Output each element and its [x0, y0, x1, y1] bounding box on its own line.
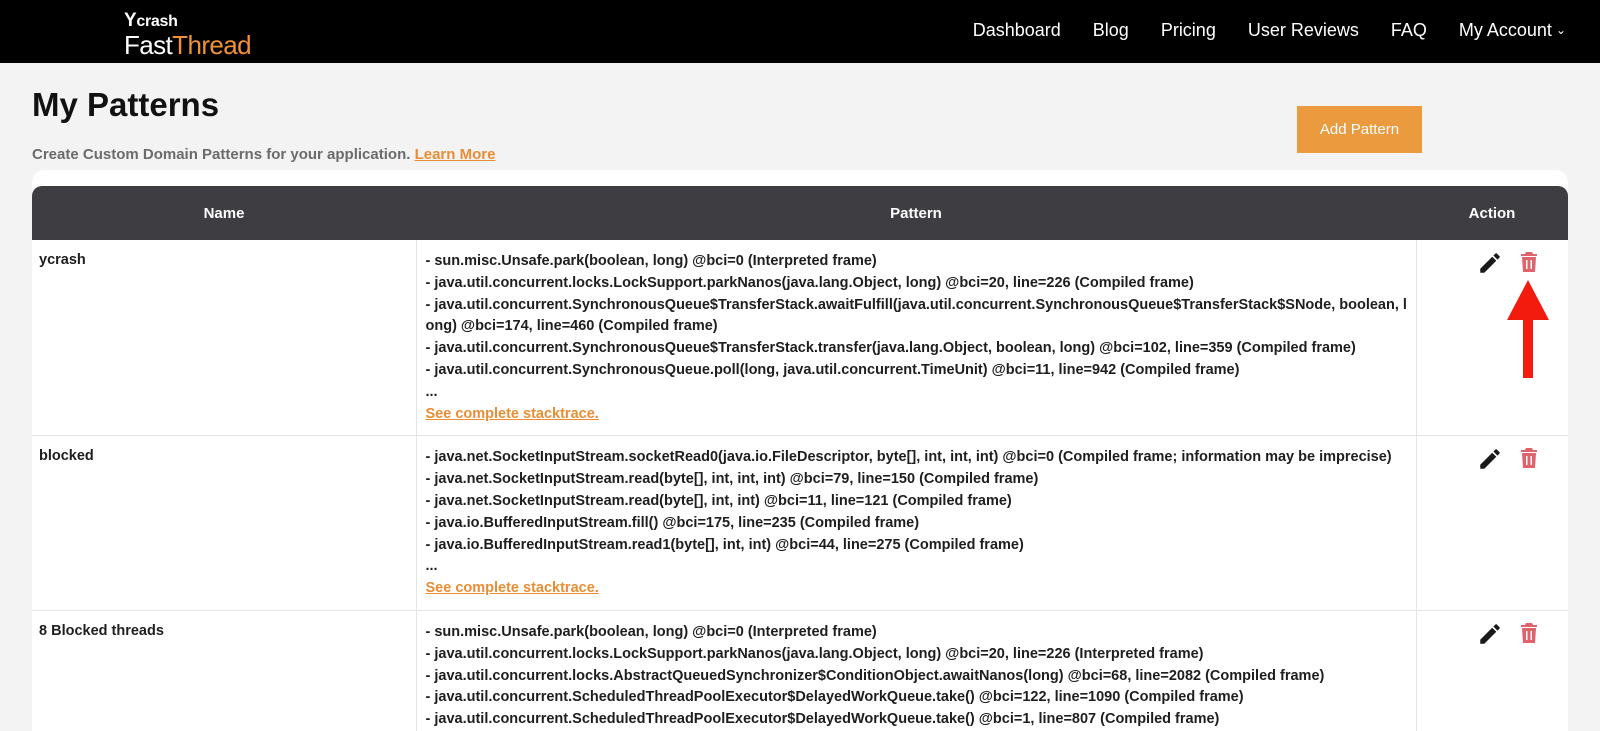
patterns-table — [32, 186, 1568, 731]
pencil-icon[interactable] — [1477, 446, 1503, 476]
pattern-stack — [416, 240, 1416, 436]
pattern-stack — [416, 436, 1416, 611]
table-row — [32, 240, 1568, 436]
see-complete-stacktrace-link[interactable]: See complete stacktrace. — [425, 405, 599, 422]
my-account-label: My Account — [1458, 19, 1552, 40]
stack-line: - java.util.concurrent.ScheduledThreadPoolExecutor$DelayedWorkQueue.take() @bci=1, line=807 (Compiled frame) — [425, 711, 1220, 728]
stack-line: - java.net.SocketInputStream.socketRead0(java.io.FileDescriptor, byte[], int, int, int) @bci=0 (Compiled frame; information may be imprecise) — [425, 449, 1392, 466]
learn-more-link[interactable]: Learn More — [414, 146, 496, 163]
subtitle-text: Create Custom Domain Patterns for your application. — [32, 146, 411, 163]
stack-line: - java.util.concurrent.SynchronousQueue.poll(long, java.util.concurrent.TimeUnit) @bci=11, line=942 (Compiled frame) — [425, 361, 1240, 378]
pattern-name: blocked — [32, 436, 416, 611]
patterns-table-container — [32, 170, 1568, 731]
nav-dashboard[interactable]: Dashboard — [972, 19, 1061, 40]
header-pattern: Pattern — [416, 186, 1416, 240]
fastthread-logo-text: FastThread — [124, 30, 251, 60]
stack-line: - java.net.SocketInputStream.read(byte[], int, int, int) @bci=79, line=150 (Compiled frame) — [425, 471, 1039, 488]
trash-icon[interactable] — [1520, 448, 1538, 472]
chevron-down-icon: ⌄ — [1555, 22, 1566, 37]
table-header-row — [32, 186, 1568, 240]
trash-icon[interactable] — [1520, 623, 1538, 647]
stack-line: - java.util.concurrent.locks.LockSupport.parkNanos(java.lang.Object, long) @bci=20, line=226 (Compiled frame) — [425, 274, 1194, 291]
stack-ellipsis: ... — [425, 558, 438, 575]
page-title: My Patterns — [32, 86, 220, 123]
header-action: Action — [1416, 186, 1568, 240]
pattern-name: 8 Blocked threads — [32, 610, 416, 731]
pattern-name: ycrash — [32, 240, 416, 436]
table-row — [32, 436, 1568, 611]
stack-line: - java.util.concurrent.locks.LockSupport.parkNanos(java.lang.Object, long) @bci=20, line=226 (Interpreted frame) — [425, 645, 1204, 662]
ycrash-logo-text: Ycrash — [124, 10, 178, 31]
nav-blog[interactable]: Blog — [1092, 19, 1129, 40]
pattern-stack — [416, 610, 1416, 731]
stack-line: - java.util.concurrent.locks.AbstractQueuedSynchronizer$ConditionObject.awaitNanos(long) @bci=68, line=2082 (Compiled frame) — [425, 667, 1325, 684]
stack-ellipsis: ... — [425, 383, 438, 400]
stack-line: - java.io.BufferedInputStream.fill() @bci=175, line=235 (Compiled frame) — [425, 514, 920, 531]
stack-line: - java.util.concurrent.SynchronousQueue$TransferStack.transfer(java.lang.Object, boolean, long) @bci=102, line=359 (Compiled frame) — [425, 340, 1356, 357]
stack-line: - java.util.concurrent.SynchronousQueue$TransferStack.awaitFulfill(java.util.concurrent.SynchronousQueue$TransferStack$SNode, boolean, long) @bci=174, line=460 (Compiled frame) — [425, 296, 1407, 335]
trash-icon[interactable] — [1520, 252, 1538, 276]
stack-line: - java.net.SocketInputStream.read(byte[], int, int) @bci=11, line=121 (Compiled frame) — [425, 492, 1012, 509]
nav-pricing[interactable]: Pricing — [1160, 19, 1216, 40]
nav-my-account[interactable] — [1459, 20, 1566, 41]
nav-faq[interactable]: FAQ — [1390, 19, 1427, 40]
red-arrow-annotation — [1507, 280, 1549, 378]
stack-line: - java.util.concurrent.ScheduledThreadPoolExecutor$DelayedWorkQueue.take() @bci=122, line=1090 (Compiled frame) — [425, 689, 1244, 706]
action-cell — [1416, 610, 1568, 731]
stack-line: - java.io.BufferedInputStream.read1(byte[], int, int) @bci=44, line=275 (Compiled frame) — [425, 536, 1024, 553]
see-complete-stacktrace-link[interactable]: See complete stacktrace. — [425, 580, 599, 597]
stack-line: - sun.misc.Unsafe.park(boolean, long) @bci=0 (Interpreted frame) — [425, 253, 877, 269]
add-pattern-button[interactable]: Add Pattern — [1297, 106, 1422, 153]
stack-line: - sun.misc.Unsafe.park(boolean, long) @bci=0 (Interpreted frame) — [425, 623, 877, 640]
action-cell — [1416, 436, 1568, 611]
pencil-icon[interactable] — [1477, 250, 1503, 280]
header-name: Name — [32, 186, 416, 240]
pencil-icon[interactable] — [1477, 621, 1503, 651]
top-navbar — [0, 0, 1600, 63]
nav-user-reviews[interactable]: User Reviews — [1247, 19, 1359, 40]
page-subtitle — [32, 146, 495, 163]
nav-menu — [973, 0, 1566, 60]
table-row — [32, 610, 1568, 731]
